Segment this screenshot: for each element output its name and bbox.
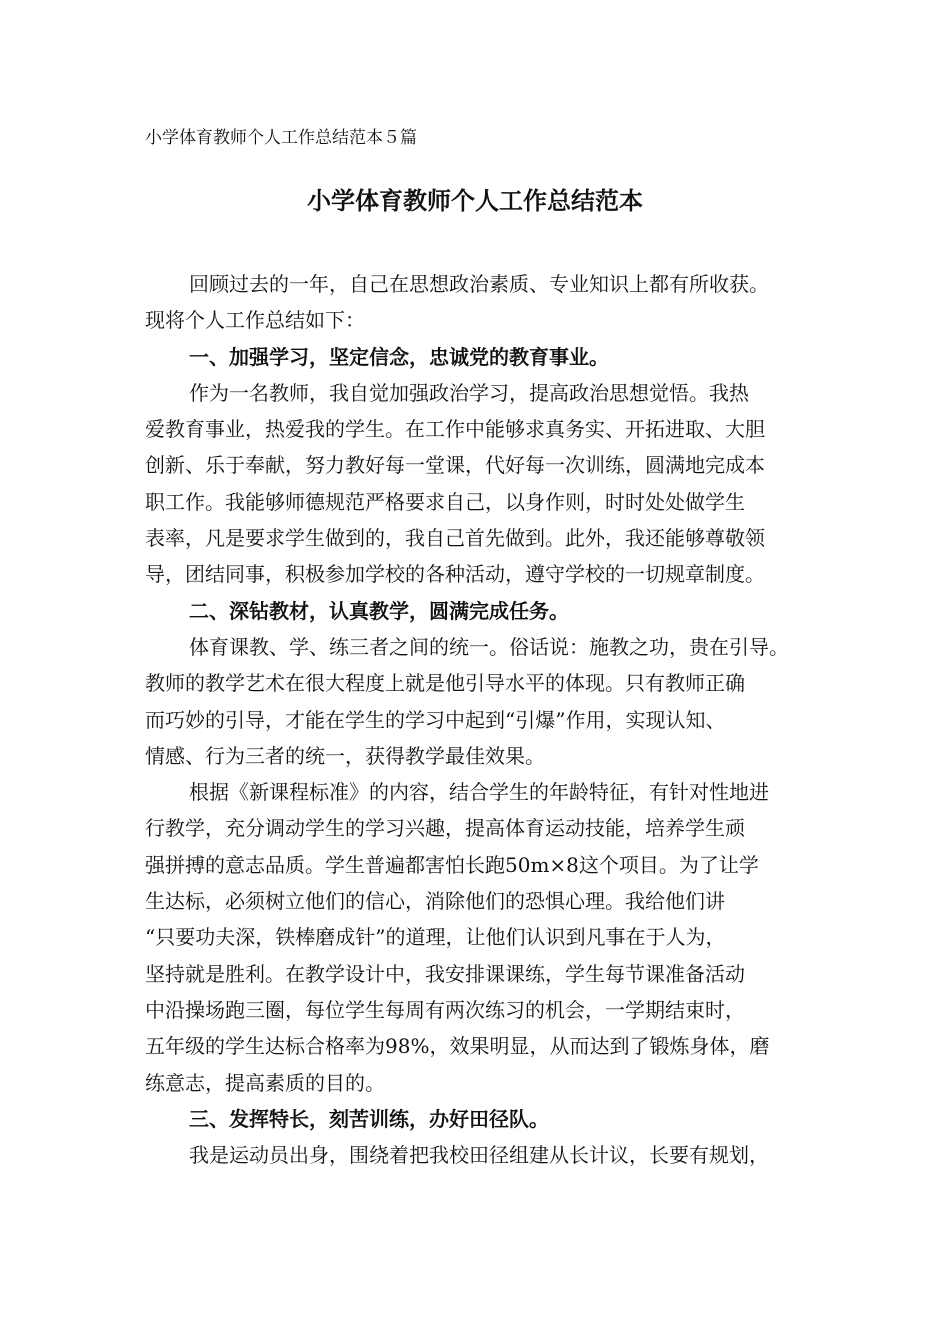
text-line: 生达标，必须树立他们的信心，消除他们的恐惧心理。我给他们讲	[145, 889, 725, 914]
document-body	[145, 266, 825, 1173]
text-line: 导，团结同事，积极参加学校的各种活动，遵守学校的一切规章制度。	[145, 562, 765, 587]
text-line: 五年级的学生达标合格率为98%，效果明显，从而达到了锻炼身体，磨	[145, 1034, 770, 1059]
text-line: 现将个人工作总结如下：	[145, 308, 365, 333]
text-line: 体育课教、学、练三者之间的统一。俗话说：施教之功，贵在引导。	[189, 634, 789, 659]
text-line: 我是运动员出身，围绕着把我校田径组建从长计议，长要有规划，	[189, 1143, 769, 1168]
text-line: 情感、行为三者的统一，获得教学最佳效果。	[145, 743, 545, 768]
text-line: “只要功夫深，铁棒磨成针”的道理，让他们认识到凡事在于人为，	[145, 925, 726, 950]
section-heading: 一、加强学习，坚定信念，忠诚党的教育事业。	[189, 344, 609, 369]
text-line: 行教学，充分调动学生的学习兴趣，提高体育运动技能，培养学生顽	[145, 816, 745, 841]
text-line: 而巧妙的引导，才能在学生的学习中起到“引爆”作用，实现认知、	[145, 707, 726, 732]
text-line: 强拼搏的意志品质。学生普遍都害怕长跑50m×8这个项目。为了让学	[145, 852, 759, 877]
text-line: 教师的教学艺术在很大程度上就是他引导水平的体现。只有教师正确	[145, 671, 745, 696]
text-line: 作为一名教师，我自觉加强政治学习，提高政治思想觉悟。我热	[189, 380, 749, 405]
text-line: 根据《新课程标准》的内容，结合学生的年龄特征，有针对性地进	[189, 780, 769, 805]
text-line: 爱教育事业，热爱我的学生。在工作中能够求真务实、开拓进取、大胆	[145, 417, 765, 442]
text-line: 坚持就是胜利。在教学设计中，我安排课课练，学生每节课准备活动	[145, 961, 745, 986]
text-line: 回顾过去的一年，自己在思想政治素质、专业知识上都有所收获。	[189, 272, 769, 296]
header-note: 小学体育教师个人工作总结范本５篇	[145, 128, 417, 148]
text-line: 职工作。我能够师德规范严格要求自己，以身作则，时时处处做学生	[145, 489, 745, 514]
text-line: 中沿操场跑三圈，每位学生每周有两次练习的机会，一学期结束时，	[145, 997, 745, 1022]
section-heading: 二、深钻教材，认真教学，圆满完成任务。	[189, 598, 569, 623]
document-title: 小学体育教师个人工作总结范本	[307, 186, 643, 215]
section-heading: 三、发挥特长，刻苦训练，办好田径队。	[189, 1106, 549, 1131]
text-line: 表率，凡是要求学生做到的，我自己首先做到。此外，我还能够尊敬领	[145, 526, 765, 551]
text-line: 练意志，提高素质的目的。	[145, 1070, 385, 1095]
text-line: 创新、乐于奉献，努力教好每一堂课，代好每一次训练，圆满地完成本	[145, 453, 765, 478]
